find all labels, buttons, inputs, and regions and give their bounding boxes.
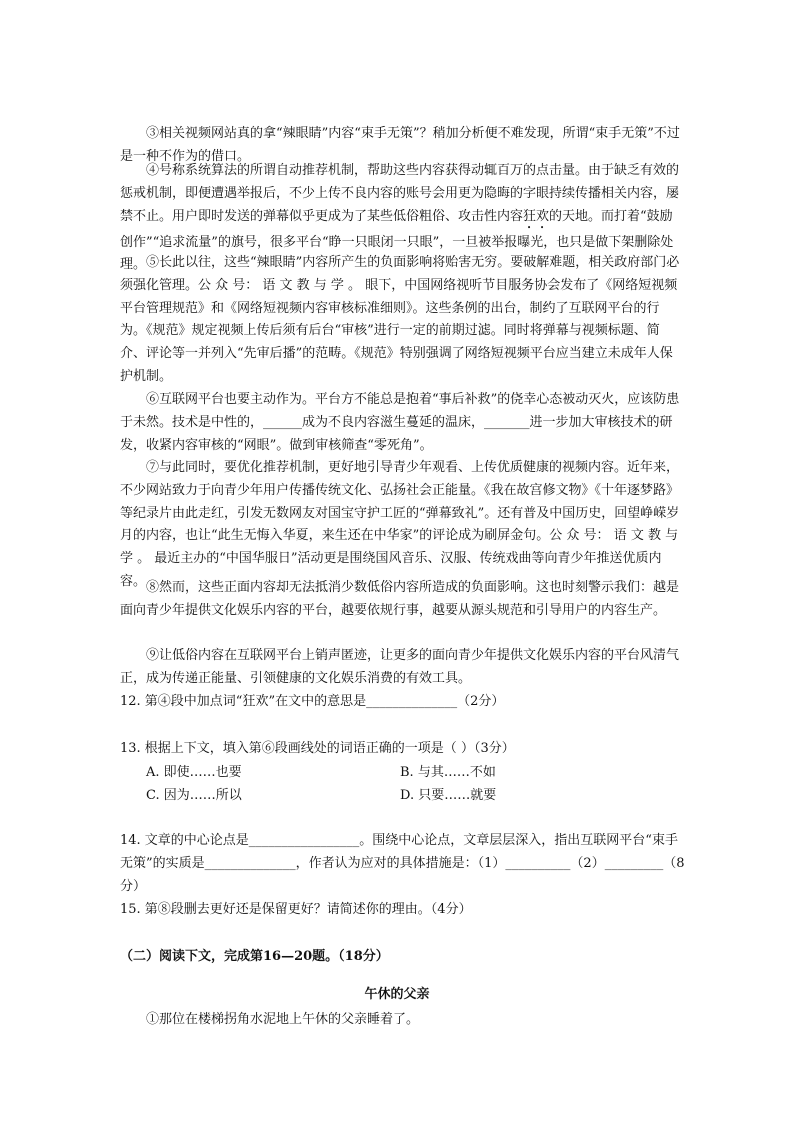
section-2-heading: （二）阅读下文，完成第16—20题。（18分） <box>120 949 389 964</box>
question-14: 14. 文章的中心论点是_________________。围绕中心论点，文章层层深入，指出互联网平台“束手无策”的实质是______________，作者认为应对的具体措施是：（1）__________（2）_________（8分） <box>120 833 685 894</box>
paragraph-3: ③相关视频网站真的拿“辣眼睛”内容“束手无策”？稍加分析便不难发现，所谓“束手无策”不过是一种不作为的借口。 <box>120 126 680 164</box>
option-b: B. 与其……不如 <box>400 765 496 780</box>
paragraph-6: ⑥互联网平台也要主动作为。平台方不能总是抱着“事后补救”的侥幸心态被动灭火，应该防患于未然。技术是中性的，______成为不良内容滋生蔓延的温床，_______进一步加大审核技术的研发，收紧内容审核的“网眼”。做到审核筛查“零死角”。 <box>120 392 680 453</box>
question-12: 12. 第④段中加点词“狂欢”在文中的意思是______________（2分） <box>120 694 505 709</box>
option-d: D. 只要……就要 <box>400 788 497 803</box>
question-13: 13. 根据上下文，填入第⑥段画线处的词语正确的一项是（ ）（3分） <box>120 741 515 756</box>
paragraph-8: ⑧然而，这些正面内容却无法抵消少数低俗内容所造成的负面影响。这也时刻警示我们：越是面向青少年提供文化娱乐内容的平台，越要依规行事，越要从源头规范和引导用户的内容生产。 <box>120 580 680 618</box>
article-paragraph-1: ①那位在楼梯拐角水泥地上午休的父亲睡着了。 <box>146 1012 420 1027</box>
question-15: 15. 第⑧段删去更好还是保留更好？请简述你的理由。（4分） <box>120 902 472 917</box>
option-a: A. 即使……也要 <box>146 765 242 780</box>
paragraph-5: ⑤长此以往，这些“辣眼睛”内容所产生的负面影响将贻害无穷。要破解难题，相关政府部门必须强化管理。公 众 号： 语 文 教 与 学 。 眼下，中国网络视听节目服务协会发布了《网络短视频平台管理规范》和《网络短视频内容审核标准细则》。这些条例的出台，制约了互联网平台的行为。《规范》规定视频上传后须有后台“审核”进行一定的前期过滤。同时将弹幕与视频标题、简介、评论等一并列入“先审后播”的范畴。《规范》特别强调了网络短视频平台应当建立未成年人保护机制。 <box>120 255 680 384</box>
paragraph-7: ⑦与此同时，要优化推荐机制，更好地引导青少年观看、上传优质健康的视频内容。近年来，不少网站致力于向青少年用户传播传统文化、弘扬社会正能量。《我在故宫修文物》《十年逐梦路》等纪录片由此走红，引发无数网友对国宝守护工匠的“弹幕致礼”。还有普及中国历史，回望峥嵘岁月的内容，也让“此生无悔入华夏，来生还在中华家”的评论成为刷屏金句。公 众 号： 语 文 教 与 学 。 最近主办的“中国华服日”活动更是围绕国风音乐、汉服、传统戏曲等向青少年推送优质内容。 <box>120 460 680 589</box>
paragraph-9: ⑨让低俗内容在互联网平台上销声匿迹，让更多的面向青少年提供文化娱乐内容的平台风清气正，成为传递正能量、引领健康的文化娱乐消费的有效工具。 <box>120 648 680 686</box>
paragraph-4-text-b: 的天地。而打着“鼓励创作”“追求流量”的旗号，很多平台“睁一只眼闭一只眼”，一旦被举报曝光，也只是做下架删除处理。 <box>120 208 674 273</box>
option-c: C. 因为……所以 <box>146 788 242 803</box>
dotted-word-kuanghuan: 狂欢 <box>523 208 550 224</box>
article-title: 午休的父亲 <box>364 987 430 1002</box>
paragraph-4-text-a: ④号称系统算法的所谓自动推荐机制，帮助这些内容获得动辄百万的点击量。由于缺乏有效的惩戒机制，即便遭遇举报后，不少上传不良内容的账号会用更为隐晦的字眼持续传播相关内容，屡禁不止。用户即时发送的弹幕似乎更成为了某些低俗粗俗、攻击性内容 <box>120 163 680 224</box>
